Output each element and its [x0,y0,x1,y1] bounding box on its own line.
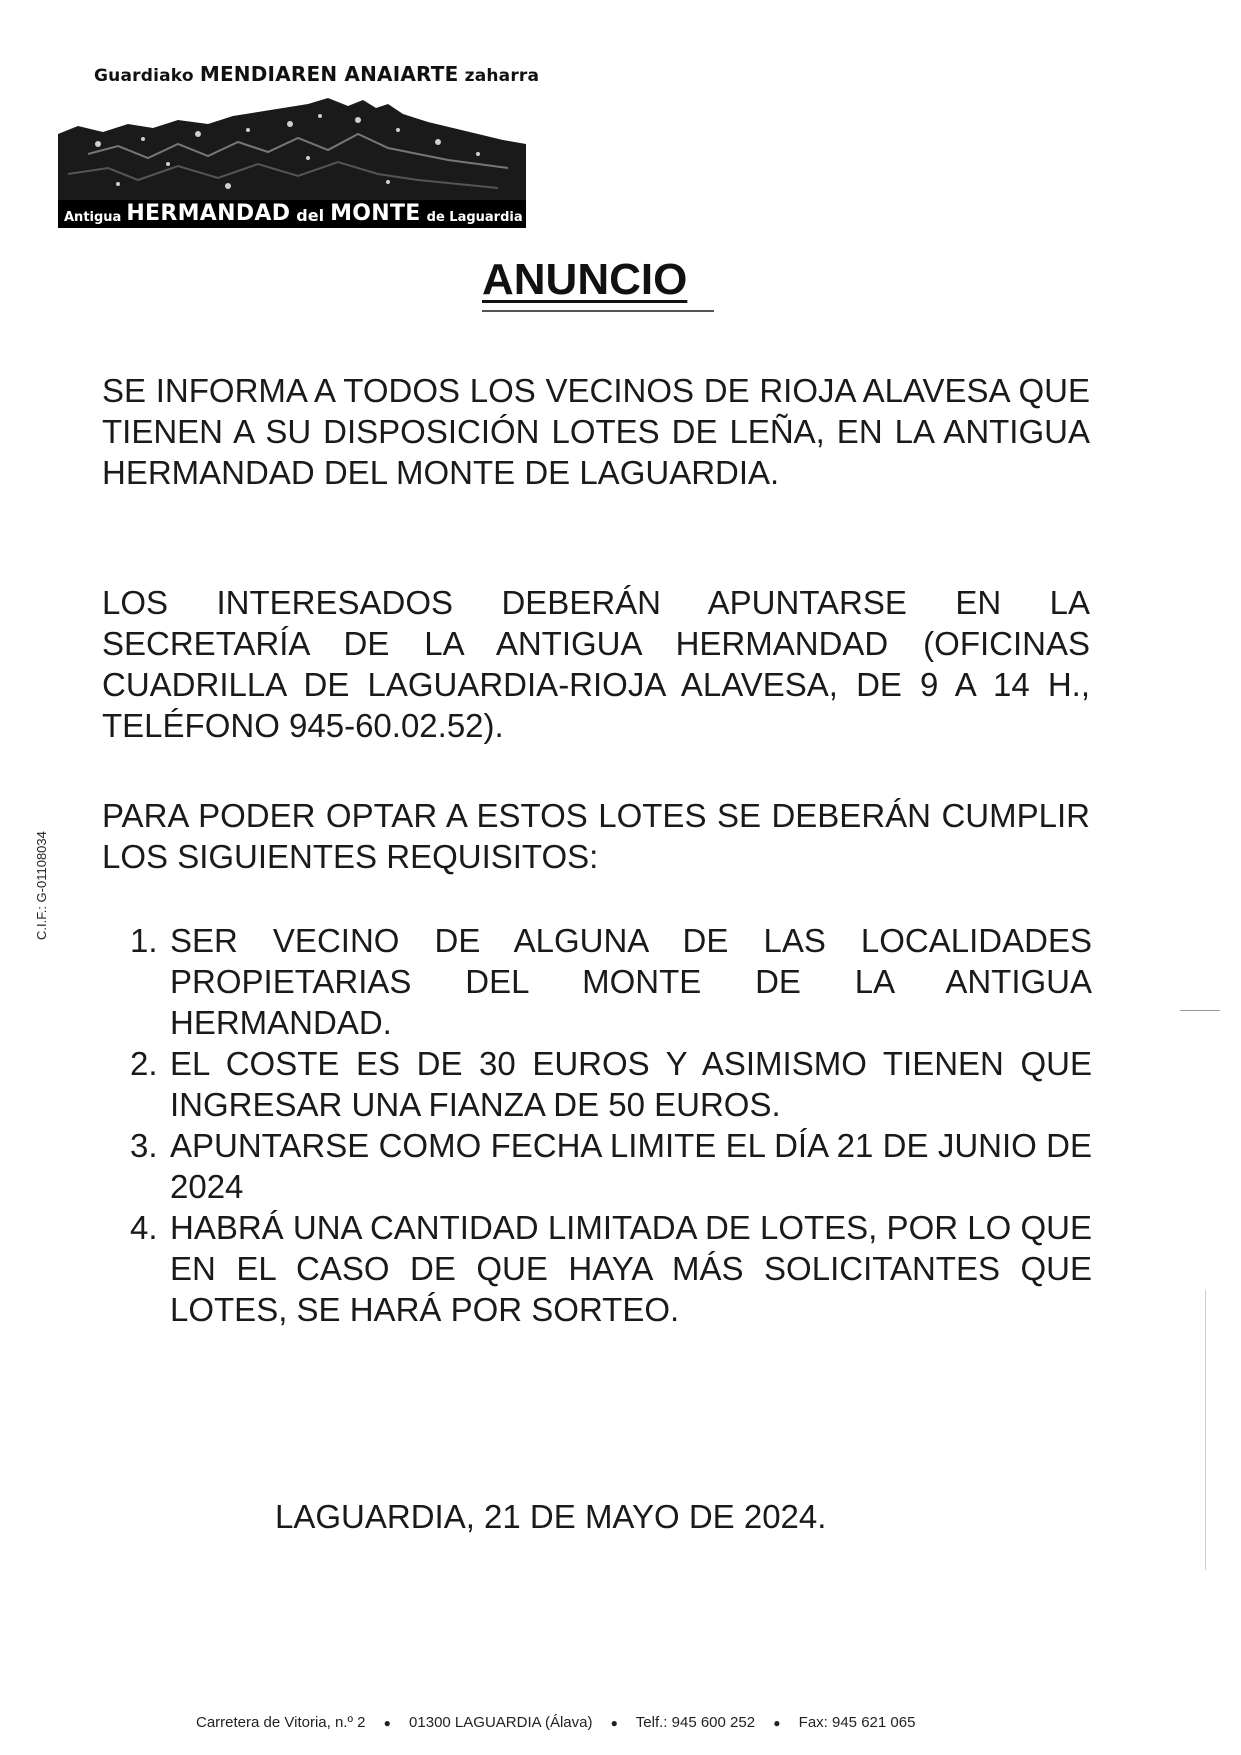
logo-top-prefix: Guardiako [94,66,194,86]
logo-band-main: HERMANDAD [126,201,291,226]
side-tax-id: C.I.F.: G-01108034 [34,831,49,940]
paragraph-announcement: SE INFORMA A TODOS LOS VECINOS DE RIOJA ALAVESA QUE TIENEN A SU DISPOSICIÓN LOTES DE LEÑA, EN LA ANTIGUA HERMANDAD DEL MONTE DE LAGUARDIA. [102,372,1090,491]
list-item-text: HABRÁ UNA CANTIDAD LIMITADA DE LOTES, POR LO QUE EN EL CASO DE QUE HAYA MÁS SOLICITANTES QUE LOTES, SE HARÁ POR SORTEO. [170,1209,1092,1328]
logo-band-monte: MONTE [330,201,421,226]
list-item-number: 1. [130,922,158,959]
list-item-number: 4. [130,1209,158,1246]
mountain-image [58,94,526,228]
scan-artifact [1205,1290,1206,1570]
title-divider [482,310,714,312]
paragraph-registration: LOS INTERESADOS DEBERÁN APUNTARSE EN LA SECRETARÍA DE LA ANTIGUA HERMANDAD (OFICINAS CUADRILLA DE LAGUARDIA-RIOJA ALAVESA, DE 9 A 14 H., TELÉFONO 945-60.02.52). [102,584,1090,744]
footer-separator: ● [610,1716,618,1730]
scan-artifact [1180,1010,1220,1011]
list-item-number: 3. [130,1127,158,1164]
list-item-number: 2. [130,1045,158,1082]
logo-band-suffix: de Laguardia [426,210,523,225]
list-item [130,920,1092,1043]
footer-postal: 01300 LAGUARDIA (Álava) [409,1714,593,1731]
requirements-list [130,920,1092,1330]
footer-phone: Telf.: 945 600 252 [635,1714,756,1731]
list-item-text: EL COSTE ES DE 30 EUROS Y ASIMISMO TIENEN QUE INGRESAR UNA FIANZA DE 50 EUROS. [170,1045,1092,1123]
organization-logo [58,62,540,228]
list-item [130,1125,1092,1207]
footer-street: Carretera de Vitoria, n.º 2 [196,1714,366,1731]
list-item-text: APUNTARSE COMO FECHA LIMITE EL DÍA 21 DE JUNIO DE 2024 [170,1127,1092,1205]
logo-top-text [94,62,540,86]
footer-separator: ● [773,1716,781,1730]
list-item [130,1043,1092,1125]
logo-band [58,200,526,228]
footer-fax: Fax: 945 621 065 [798,1714,916,1731]
list-item [130,1207,1092,1330]
logo-top-main: MENDIAREN ANAIARTE [199,62,459,86]
footer-address [196,1714,915,1731]
page-title: ANUNCIO [482,255,688,304]
logo-top-suffix: zaharra [464,66,540,86]
footer-separator: ● [383,1716,391,1730]
logo-band-del: del [296,206,325,225]
paragraph-requirements-intro: PARA PODER OPTAR A ESTOS LOTES SE DEBERÁN CUMPLIR LOS SIGUIENTES REQUISITOS: [102,797,1090,875]
date-line: LAGUARDIA, 21 DE MAYO DE 2024. [275,1498,827,1535]
list-item-text: SER VECINO DE ALGUNA DE LAS LOCALIDADES PROPIETARIAS DEL MONTE DE LA ANTIGUA HERMANDAD. [170,922,1092,1041]
logo-band-prefix: Antigua [64,210,122,225]
